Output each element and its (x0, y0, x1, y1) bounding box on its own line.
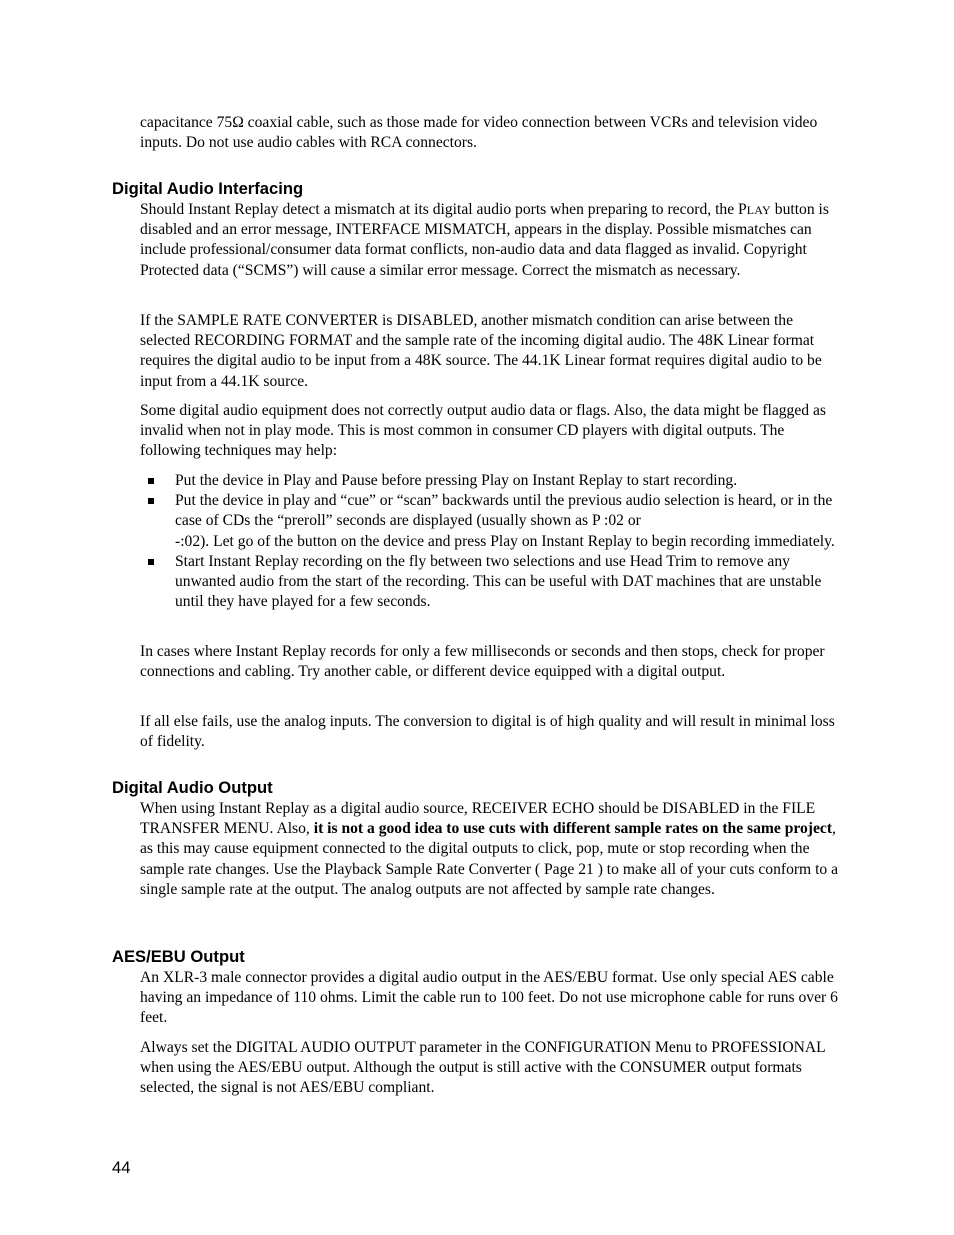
heading-digital-audio-output: Digital Audio Output (112, 778, 273, 797)
output-p1-text-end: , as this may cause equipment connected to the digital outputs to click, pop, mute or stop recording when the sample rate changes. Use the Playback Sample Rate Converter ( Page 21 ) to make all of your cuts conform to a single sample rate at the output. The analog outputs are not affected by sample rate changes. (140, 820, 839, 898)
aes-paragraph-1: An XLR-3 male connector provides a digital audio output in the AES/EBU format. Use only special AES cable having an impedance of 110 ohms. Limit the cable run to 100 feet. Do not use microphone cable for runs over 6 feet. (140, 969, 838, 1027)
list-item (140, 491, 846, 552)
output-p1-bold-warning: it is not a good idea to use cuts with different sample rates on the same project (313, 820, 833, 838)
interfacing-paragraph-4: In cases where Instant Replay records for only a few milliseconds or seconds and then stops, check for proper connections and cabling. Try another cable, or different device equipped with a digital output. (140, 643, 825, 681)
interfacing-p1-text-start: Should Instant Replay detect a mismatch at its digital audio ports when preparing to record, the P (140, 201, 747, 218)
interfacing-paragraph-5: If all else fails, use the analog inputs. The conversion to digital is of high quality and will result in minimal loss of fidelity. (140, 713, 835, 751)
heading-digital-audio-interfacing: Digital Audio Interfacing (112, 179, 304, 198)
page-number: 44 (112, 1158, 131, 1177)
output-paragraph-1 (140, 799, 846, 900)
interfacing-paragraph-2: If the SAMPLE RATE CONVERTER is DISABLED, another mismatch condition can arise between the selected RECORDING FORMAT and the sample rate of the incoming digital audio. The 48K Linear format requires the digital audio to be input from a 48K source. The 44.1K Linear format requires digital audio to be input from a 44.1K source. (140, 312, 822, 390)
bullet-square-icon (148, 498, 154, 504)
heading-aes-ebu-output: AES/EBU Output (112, 947, 245, 966)
list-item-text: Start Instant Replay recording on the fly between two selections and use Head Trim to remove any unwanted audio from the start of the recording. This can be useful with DAT machines that are unstable until they have played for a few seconds. (175, 552, 822, 611)
bullet-square-icon (148, 478, 154, 484)
output-p1-text-start: When using Instant Replay as a digital audio source, RECEIVER ECHO should be DISABLED in the FILE TRANSFER MENU. Also, (140, 800, 816, 838)
list-item (140, 471, 846, 491)
list-item-text: Put the device in Play and Pause before pressing Play on Instant Replay to start recording. (175, 472, 738, 489)
intro-paragraph: capacitance 75Ω coaxial cable, such as those made for video connection between VCRs and television video inputs. Do not use audio cables with RCA connectors. (140, 114, 818, 152)
play-small-caps: LAY (746, 203, 771, 217)
list-item-text-continued: -:02). Let go of the button on the device and press Play on Instant Replay to begin recording immediately. (175, 532, 835, 550)
interfacing-paragraph-1 (140, 200, 846, 281)
aes-paragraph-2: Always set the DIGITAL AUDIO OUTPUT parameter in the CONFIGURATION Menu to PROFESSIONAL when using the AES/EBU output. Although the output is still active with the CONSUMER output formats selected, the signal is not AES/EBU compliant. (140, 1039, 826, 1097)
interfacing-p1-text-end: button is disabled and an error message, INTERFACE MISMATCH, appears in the display. Possible mismatches can include professional/consumer data format conflicts, non-audio data and data flagged as invalid. Copyright Protected data (“SCMS”) will cause a similar error message. Correct the mismatch as necessary. (140, 201, 829, 279)
techniques-list (140, 471, 846, 612)
list-item (140, 552, 846, 613)
bullet-square-icon (148, 559, 154, 565)
list-item-text: Put the device in play and “cue” or “scan” backwards until the previous audio selection is heard, or in the case of CDs the “preroll” seconds are displayed (usually shown as P :02 or (175, 492, 833, 530)
interfacing-paragraph-3: Some digital audio equipment does not correctly output audio data or flags. Also, the data might be flagged as invalid when not in play mode. This is most common in consumer CD players with digital outputs. The following techniques may help: (140, 402, 826, 460)
